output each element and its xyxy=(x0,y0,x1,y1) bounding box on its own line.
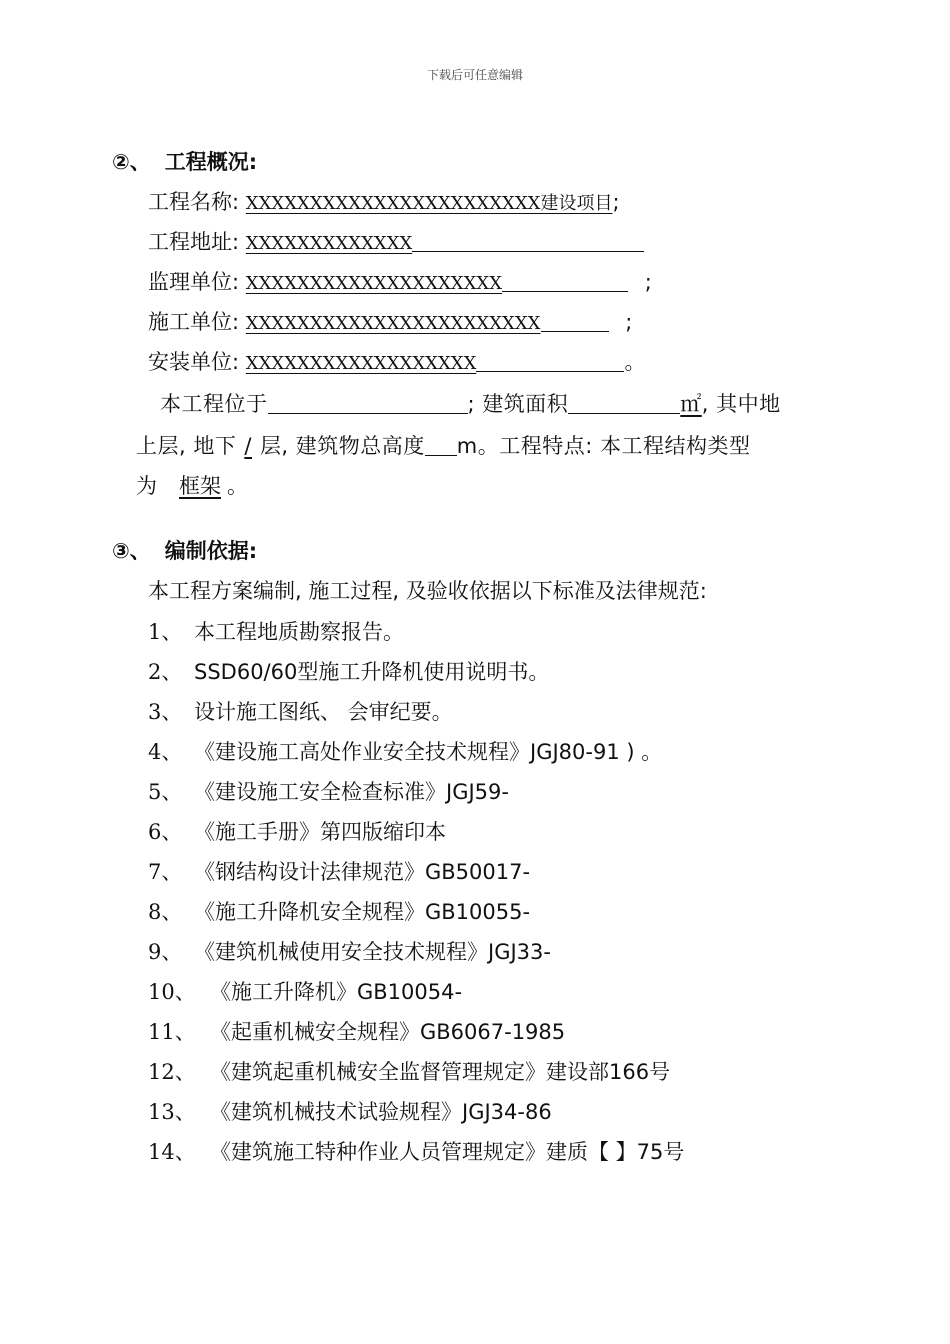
section-2-title: 工程概况: xyxy=(164,150,258,174)
field-value: XXXXXXXXXXXXXXXXXXXXXXX建设项目 xyxy=(245,193,613,214)
field-installation-unit xyxy=(148,348,645,378)
list-item xyxy=(148,938,551,966)
height-blank xyxy=(425,433,457,456)
page-header-note: 下载后可任意编辑 xyxy=(426,68,523,82)
item-number: 2、 xyxy=(148,660,183,684)
field-project-address xyxy=(148,228,644,258)
area-unit: ㎡ xyxy=(680,392,702,416)
section-3-intro: 本工程方案编制, 施工过程, 及验收依据以下标准及法律规范: xyxy=(148,579,707,603)
location-blank xyxy=(268,391,468,414)
list-item xyxy=(148,658,549,686)
field-suffix: 。 xyxy=(624,350,646,374)
item-text: SSD60/60型施工升降机使用说明书。 xyxy=(194,660,550,684)
item-number: 6、 xyxy=(148,820,183,844)
field-value: XXXXXXXXXXXXXXXXXXXX xyxy=(245,273,503,294)
field-value: XXXXXXXXXXXXXXXXXX xyxy=(245,353,477,374)
overview-paragraph-line-1 xyxy=(160,390,781,418)
item-number: 5、 xyxy=(148,780,183,804)
list-item xyxy=(148,698,453,726)
list-item xyxy=(148,898,530,926)
list-item xyxy=(148,1058,670,1086)
list-item xyxy=(148,778,509,806)
list-item xyxy=(148,1098,552,1126)
field-label: 安装单位: xyxy=(148,350,240,374)
field-blank xyxy=(412,229,644,252)
para-text: 层, 地下 xyxy=(157,434,237,458)
list-item xyxy=(148,818,446,846)
structure-type: 框架 xyxy=(179,474,221,498)
item-text: 《施工升降机》GB10054- xyxy=(210,980,463,1004)
field-construction-unit xyxy=(148,308,632,338)
item-text: 设计施工图纸、 会审纪要。 xyxy=(194,700,453,724)
item-number: 12、 xyxy=(148,1060,196,1084)
field-label: 工程名称: xyxy=(148,190,240,214)
item-text: 《施工升降机安全规程》GB10055- xyxy=(194,900,531,924)
item-text: 《建筑机械使用安全技术规程》JGJ33- xyxy=(194,940,551,964)
item-number: 8、 xyxy=(148,900,183,924)
section-3-number: ③、 xyxy=(112,539,151,563)
field-project-name xyxy=(148,188,620,218)
item-text: 《钢结构设计法律规范》GB50017- xyxy=(194,860,531,884)
section-2-number: ②、 xyxy=(112,150,151,174)
field-value: XXXXXXXXXXXXX xyxy=(245,233,413,254)
item-number: 1、 xyxy=(148,620,183,644)
field-value: XXXXXXXXXXXXXXXXXXXXXXX xyxy=(245,313,541,334)
field-supervision-unit xyxy=(148,268,652,298)
field-blank xyxy=(476,349,624,372)
item-number: 9、 xyxy=(148,940,183,964)
para-text: 本工程位于 xyxy=(160,392,268,416)
list-item xyxy=(148,618,404,646)
item-text: 《建设施工安全检查标准》JGJ59- xyxy=(194,780,509,804)
list-item xyxy=(148,978,462,1006)
field-suffix: ; xyxy=(625,310,633,334)
below-ground-floors: / xyxy=(244,434,252,458)
item-number: 7、 xyxy=(148,860,183,884)
item-number: 10、 xyxy=(148,980,196,1004)
item-text: 《建筑机械技术试验规程》JGJ34-86 xyxy=(210,1100,552,1124)
item-number: 4、 xyxy=(148,740,183,764)
list-item xyxy=(148,1018,565,1046)
item-number: 11、 xyxy=(148,1020,196,1044)
list-item xyxy=(148,738,662,766)
list-item xyxy=(148,858,530,886)
height-unit: m。 xyxy=(456,434,500,458)
field-blank xyxy=(502,269,628,292)
item-text: 《施工手册》第四版缩印本 xyxy=(194,820,446,844)
field-blank xyxy=(541,309,609,332)
field-label: 施工单位: xyxy=(148,310,240,334)
para-text: 为 xyxy=(136,474,157,498)
para-text: ; 建筑面积 xyxy=(467,392,569,416)
field-suffix: ; xyxy=(644,270,652,294)
para-text: 上 xyxy=(136,434,158,458)
item-text: 《建筑施工特种作业人员管理规定》建质【 】75号 xyxy=(210,1140,685,1164)
para-text: 层, 建筑物总高度 xyxy=(259,434,425,458)
para-text: 。 xyxy=(227,474,248,498)
item-text: 《起重机械安全规程》GB6067-1985 xyxy=(210,1020,566,1044)
para-text: , 其中地 xyxy=(701,392,781,416)
item-text: 本工程地质勘察报告。 xyxy=(194,620,404,644)
overview-paragraph-line-3 xyxy=(136,472,248,500)
field-label: 工程地址: xyxy=(148,230,240,254)
section-2-heading xyxy=(112,148,257,176)
overview-paragraph-line-2 xyxy=(136,432,751,460)
para-text: 工程特点: 本工程结构类型 xyxy=(499,434,751,458)
item-text: 《建设施工高处作业安全技术规程》JGJ80-91 ) 。 xyxy=(194,740,663,764)
item-number: 13、 xyxy=(148,1100,196,1124)
field-suffix: ; xyxy=(612,190,620,214)
section-3-heading xyxy=(112,537,257,565)
area-blank xyxy=(568,391,680,414)
item-number: 3、 xyxy=(148,700,183,724)
item-number: 14、 xyxy=(148,1140,196,1164)
section-3-title: 编制依据: xyxy=(164,539,258,563)
list-item xyxy=(148,1138,684,1166)
item-text: 《建筑起重机械安全监督管理规定》建设部166号 xyxy=(210,1060,671,1084)
field-label: 监理单位: xyxy=(148,270,240,294)
